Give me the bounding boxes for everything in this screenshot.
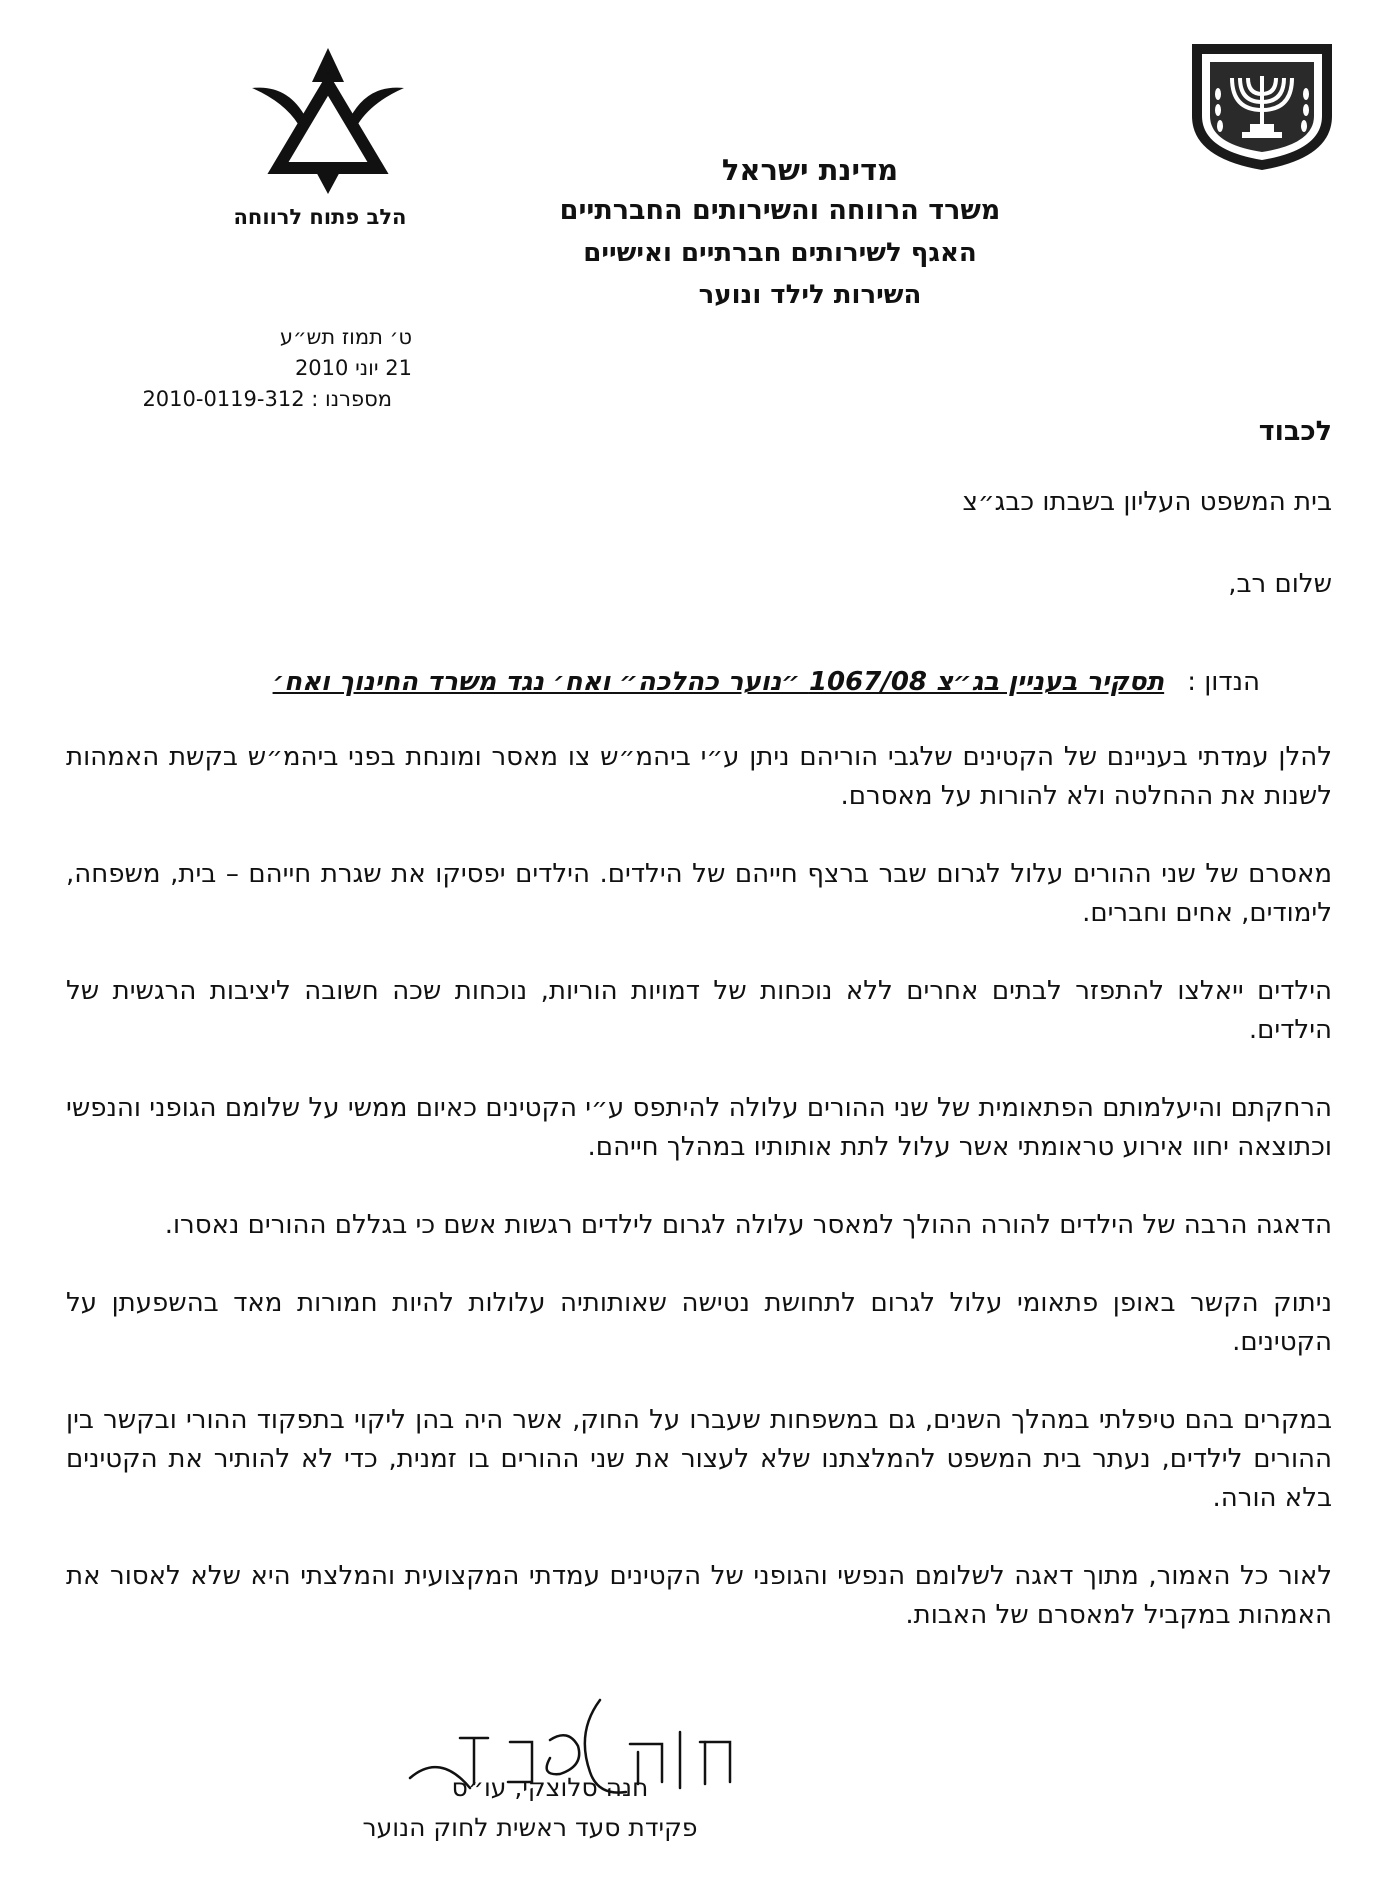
addressee-block (760, 412, 1332, 604)
reference-number: 2010-0119-312 (142, 387, 305, 411)
menorah-emblem-icon (1172, 38, 1352, 174)
reference-line (72, 384, 412, 415)
division-name: האגף לשירותים חברתיים ואישיים (583, 238, 977, 268)
letterhead (480, 150, 1080, 316)
logo-slogan: הלב פתוח לרווחה (233, 205, 407, 229)
body-paragraph: ניתוק הקשר באופן פתאומי עלול לגרום לתחושת נטישה שאותותיה עלולות להיות חמורות מאד בהשפעתן על הקטינים. (66, 1288, 1332, 1357)
subject-line (140, 662, 1260, 702)
body-paragraph: מאסרם של שני ההורים עלול לגרום שבר ברצף חייהם של הילדים. הילדים יפסיקו את שגרת חייהם – בית, משפחה, לימודים, אחים וחברים. (66, 859, 1332, 928)
ministry-name: משרד הרווחה והשירותים החברתיים (559, 195, 1001, 226)
date-block (72, 322, 412, 415)
gregorian-date: 21 יוני 2010 (294, 356, 412, 380)
ministry-logo-icon (248, 44, 408, 194)
reference-label: מספרנו : (311, 387, 392, 411)
body-paragraph: להלן עמדתי בעניינם של הקטינים שלגבי הוריהם ניתן ע״י ביהמ״ש צו מאסר ומונחת בפני ביהמ״ש בקשת האמהות לשנות את ההחלטה ולא להורות על מאסרם. (66, 742, 1332, 811)
letter-body (66, 738, 1332, 1674)
service-name: השירות לילד ונוער (698, 280, 922, 310)
signer-title: פקידת סעד ראשית לחוק הנוער (362, 1813, 698, 1842)
subject-text: תסקיר בעניין בג״צ 1067/08 ״נוער כהלכה״ ואח׳ נגד משרד החינוך ואח׳ (272, 667, 1165, 697)
signer-name: חנה סלוצקי, עו״ס (451, 1773, 649, 1802)
body-paragraph: הילדים ייאלצו להתפזר לבתים אחרים ללא נוכחות של דמויות הוריות, נוכחות שכה חשובה ליציבות הרגשית של הילדים. (66, 976, 1332, 1045)
hebrew-date: ט׳ תמוז תש״ע (279, 325, 412, 349)
addressee-court: בית המשפט העליון בשבתו כבג״צ (962, 487, 1332, 517)
body-paragraph: הרחקתם והיעלמותם הפתאומית של שני ההורים עלולה להיתפס ע״י הקטינים כאיום ממשי על שלומם הגופני והנפשי וכתוצאה יחוו אירוע טראומתי אשר עלול לתת אותותיו במהלך חייהם. (66, 1093, 1332, 1162)
greeting: שלום רב, (1228, 569, 1332, 599)
body-paragraph: לאור כל האמור, מתוך דאגה לשלומם הנפשי והגופני של הקטינים עמדתי המקצועית והמלצתי היא שלא לאסור את האמהות במקביל למאסרם של האבות. (66, 1561, 1332, 1630)
subject-label: הנדון : (1187, 667, 1260, 697)
body-paragraph: הדאגה הרבה של הילדים להורה ההולך למאסר עלולה לגרום לילדים רגשות אשם כי בגללם ההורים נאסרו. (164, 1210, 1332, 1240)
signer-block (300, 1768, 760, 1848)
honorific: לכבוד (1258, 416, 1332, 447)
state-name: מדינת ישראל (721, 153, 899, 187)
body-paragraph: במקרים בהם טיפלתי במהלך השנים, גם במשפחות שעברו על החוק, אשר היה בהן ליקוי בתפקוד ההורי ובקשר בין ההורים לילדים, נעתר בית המשפט להמלצתנו שלא לעצור את שני ההורים בו זמנית, כדי לא להותיר את הקטינים בלא הורה. (66, 1405, 1332, 1513)
